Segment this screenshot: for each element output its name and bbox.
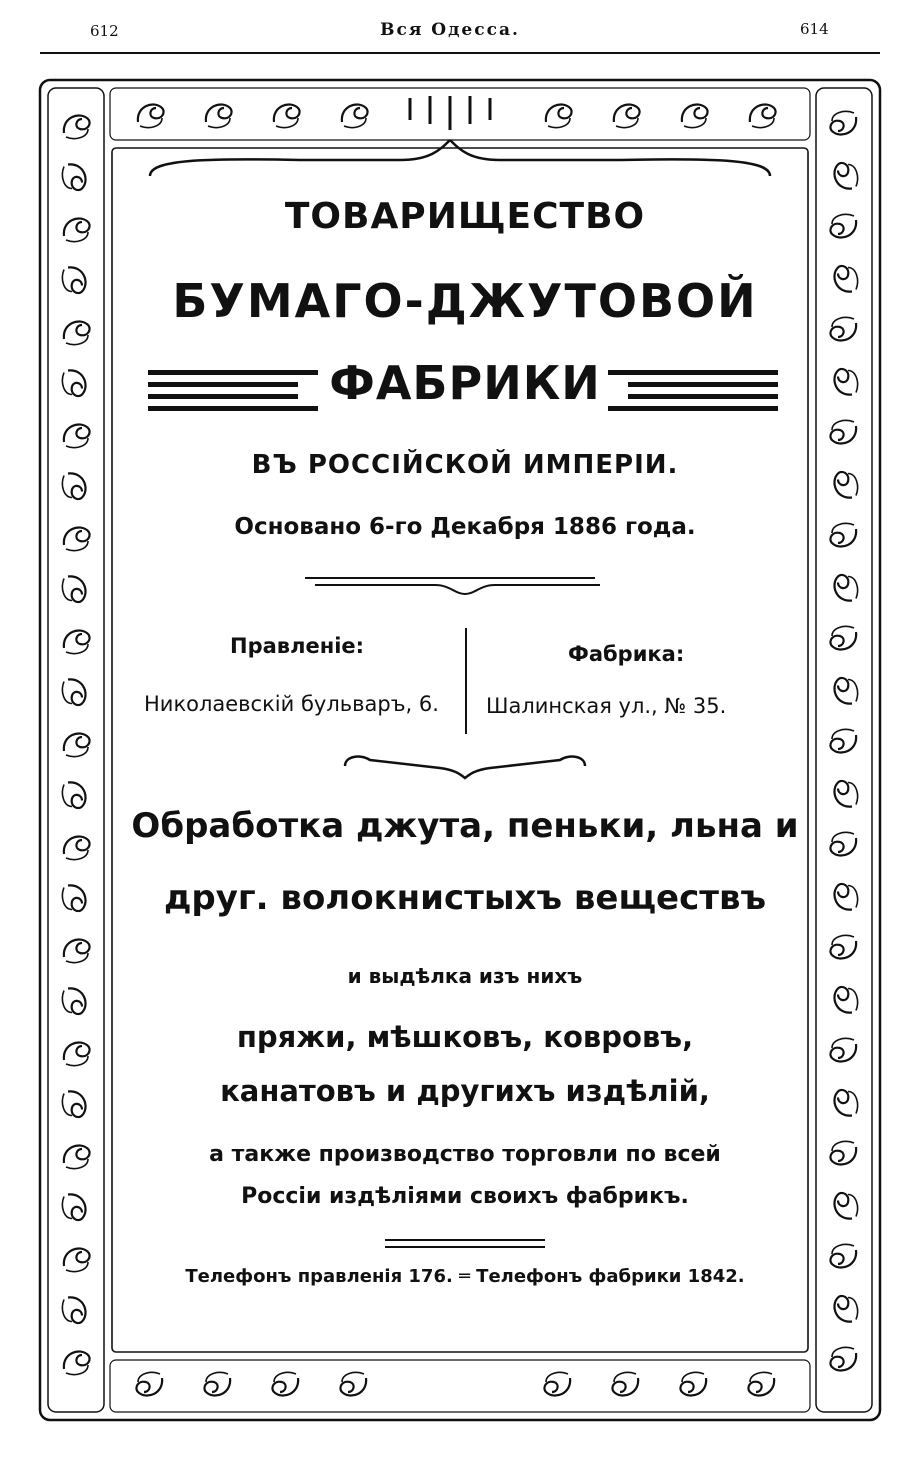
stripe-ornament-right [608,368,778,412]
right-border-ornament [830,523,856,546]
left-border-ornament [64,1145,90,1168]
left-border-ornament [64,733,90,756]
right-border-ornament [834,1296,857,1322]
company-type-heading: ТОВАРИЩЕСТВО [284,196,646,237]
service-line-2: друг. волокнистыхъ веществъ [163,878,767,918]
left-border-ornament [64,1351,90,1374]
left-border-ornament [62,988,85,1014]
left-border-ornament [62,885,85,911]
left-border-ornament [64,1248,90,1271]
service-line-3: и выдѣлка изъ нихъ [347,964,583,988]
left-border-ornament [64,527,90,550]
right-border-ornament [834,884,857,910]
right-border-ornament [834,266,857,292]
right-border-ornament [830,626,856,649]
left-border-ornament [64,218,90,241]
left-border-ornament [62,1091,85,1117]
top-center-motif [410,96,490,130]
left-border-ornament [62,782,85,808]
left-border-ornament [64,424,90,447]
right-border-ornament [834,472,857,498]
bottom-border-ornament [544,1372,570,1395]
bottom-border-ornament [612,1372,638,1395]
trade-line-2: Россіи издѣліями своихъ фабрикъ. [241,1184,689,1209]
right-border-ornament [830,832,856,855]
bottom-border-ornament [340,1372,366,1395]
top-band-frame [110,88,810,140]
bottom-border-ornament [204,1372,230,1395]
left-border-ornament [64,321,90,344]
product-line-1: пряжи, мѣшковъ, ковровъ, [236,1020,694,1054]
right-border-ornament [834,1193,857,1219]
right-border-ornament [830,935,856,958]
left-border-ornament [62,164,85,190]
right-border-ornament [830,1244,856,1267]
divider-top [120,572,810,596]
board-address: Николаевскій бульваръ, 6. [144,692,439,716]
top-border-ornament [138,104,164,127]
phone-numbers: Телефонъ правленія 176. ═ Телефонъ фабрики 1842. [185,1266,745,1287]
service-line-1: Обработка джута, пеньки, льна и [131,806,799,846]
left-border-ornament [64,939,90,962]
right-border-ornament [834,575,857,601]
right-border-ornament [830,1038,856,1061]
left-border-ornament [62,576,85,602]
company-factories-heading: ФАБРИКИ [329,356,601,410]
page-number-left: 612 [90,22,119,40]
product-line-2: канатовъ и другихъ издѣлій, [220,1074,710,1108]
bottom-border-ornament [272,1372,298,1395]
board-label: Правленіе: [230,634,365,658]
founded-line: Основано 6-го Декабря 1886 года. [234,514,696,540]
top-flourish [150,140,770,176]
left-border-ornament [64,836,90,859]
right-border-ornament [834,678,857,704]
right-column-frame [816,88,872,1412]
top-border-ornament [342,104,368,127]
company-name-heading: БУМАГО-ДЖУТОВОЙ [172,274,758,328]
top-border-ornament [682,104,708,127]
top-border-ornament [750,104,776,127]
top-border-ornament [206,104,232,127]
bottom-border-ornament [748,1372,774,1395]
right-border-ornament [834,163,857,189]
right-border-ornament [830,111,856,134]
top-border-ornament [546,104,572,127]
right-border-ornament [830,1141,856,1164]
left-border-ornament [64,115,90,138]
left-border-ornament [62,473,85,499]
page-number-right: 614 [800,20,829,38]
left-border-ornament [62,1194,85,1220]
left-border-ornament [62,679,85,705]
bottom-border-ornament [680,1372,706,1395]
left-border-ornament [62,370,85,396]
left-border-ornament [62,267,85,293]
empire-line: ВЪ РОССІЙСКОЙ ИМПЕРІИ. [251,450,679,480]
factory-address: Шалинская ул., № 35. [486,694,727,718]
factory-label: Фабрика: [568,642,685,666]
right-border-ornament [830,1347,856,1370]
address-column-rule [465,628,467,734]
left-border-ornament [64,630,90,653]
right-border-ornament [834,781,857,807]
right-border-ornament [834,987,857,1013]
left-column-frame [48,88,104,1412]
right-border-ornament [830,420,856,443]
left-border-ornament [62,1297,85,1323]
right-border-ornament [834,1090,857,1116]
right-border-ornament [830,317,856,340]
left-border-ornament [64,1042,90,1065]
divider-bottom [120,1238,810,1250]
top-border-ornament [274,104,300,127]
right-border-ornament [834,369,857,395]
bottom-border-ornament [136,1372,162,1395]
running-title: Вся Одесса. [380,20,520,40]
divider-middle [120,750,810,780]
right-border-ornament [830,729,856,752]
top-border-ornament [614,104,640,127]
trade-line-1: а также производство торговли по всей [209,1142,721,1167]
right-border-ornament [830,214,856,237]
